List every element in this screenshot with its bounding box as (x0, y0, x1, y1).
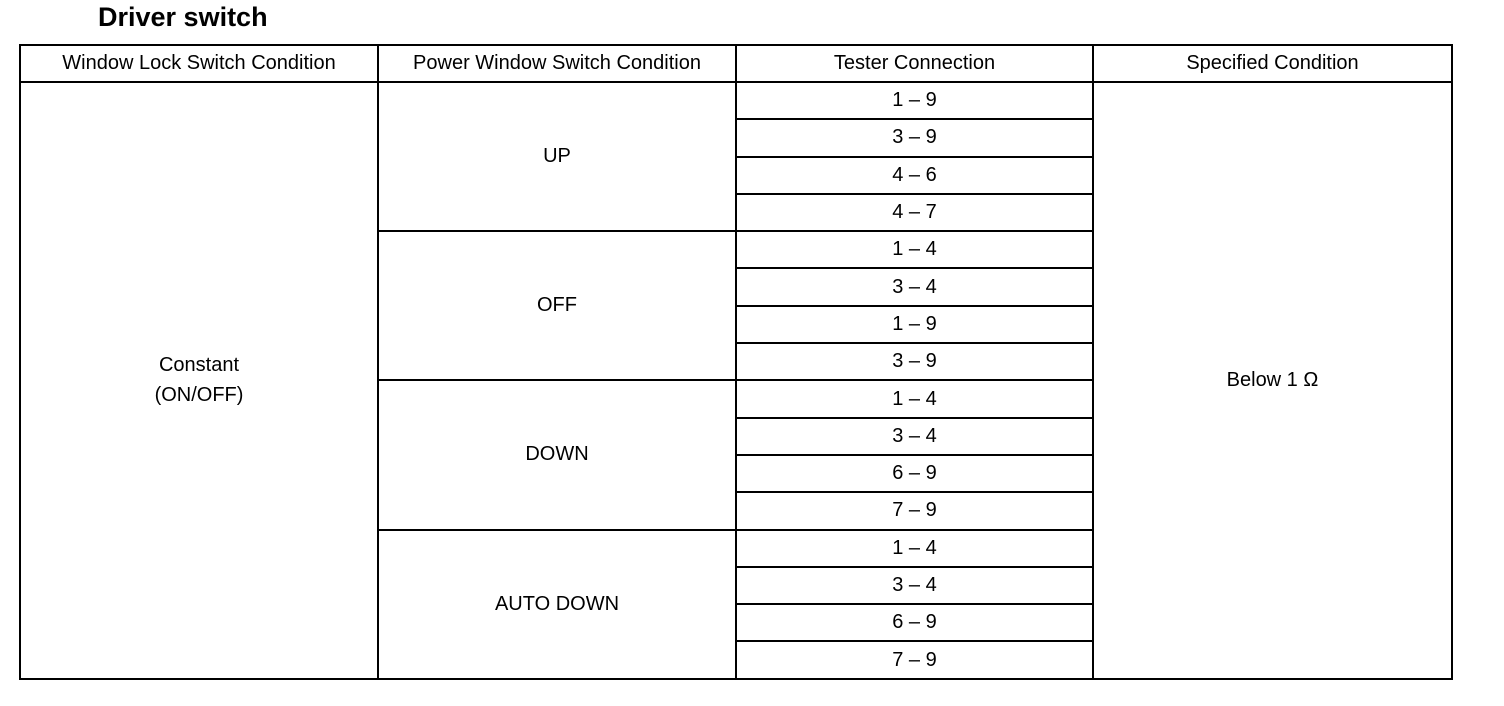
tester-connection-cell: 7 – 9 (736, 492, 1093, 529)
tester-connection-cell: 1 – 9 (736, 82, 1093, 119)
switch-spec-table (19, 44, 1453, 680)
specified-condition-cell: Below 1 Ω (1093, 82, 1452, 679)
tester-connection-cell: 1 – 4 (736, 380, 1093, 417)
lock-condition-line2: (ON/OFF) (154, 384, 244, 407)
window-lock-condition-cell (20, 82, 378, 679)
page-title: Driver switch (98, 2, 268, 32)
tester-connection-cell: 3 – 9 (736, 343, 1093, 380)
header-specified-condition: Specified Condition (1093, 45, 1452, 82)
table-header-row (20, 45, 1452, 82)
table-row (20, 82, 1452, 119)
tester-connection-cell: 6 – 9 (736, 455, 1093, 492)
table-body (20, 82, 1452, 679)
power-window-condition-cell: DOWN (378, 380, 736, 529)
header-tester-connection: Tester Connection (736, 45, 1093, 82)
tester-connection-cell: 3 – 9 (736, 119, 1093, 156)
header-power-window: Power Window Switch Condition (378, 45, 736, 82)
power-window-condition-cell: AUTO DOWN (378, 530, 736, 679)
header-window-lock: Window Lock Switch Condition (20, 45, 378, 82)
lock-condition-line1: Constant (158, 354, 240, 377)
tester-connection-cell: 6 – 9 (736, 604, 1093, 641)
tester-connection-cell: 4 – 6 (736, 157, 1093, 194)
tester-connection-cell: 3 – 4 (736, 418, 1093, 455)
tester-connection-cell: 1 – 4 (736, 530, 1093, 567)
tester-connection-cell: 4 – 7 (736, 194, 1093, 231)
power-window-condition-cell: UP (378, 82, 736, 231)
tester-connection-cell: 3 – 4 (736, 268, 1093, 305)
power-window-condition-cell: OFF (378, 231, 736, 380)
tester-connection-cell: 1 – 9 (736, 306, 1093, 343)
tester-connection-cell: 3 – 4 (736, 567, 1093, 604)
tester-connection-cell: 7 – 9 (736, 641, 1093, 678)
tester-connection-cell: 1 – 4 (736, 231, 1093, 268)
